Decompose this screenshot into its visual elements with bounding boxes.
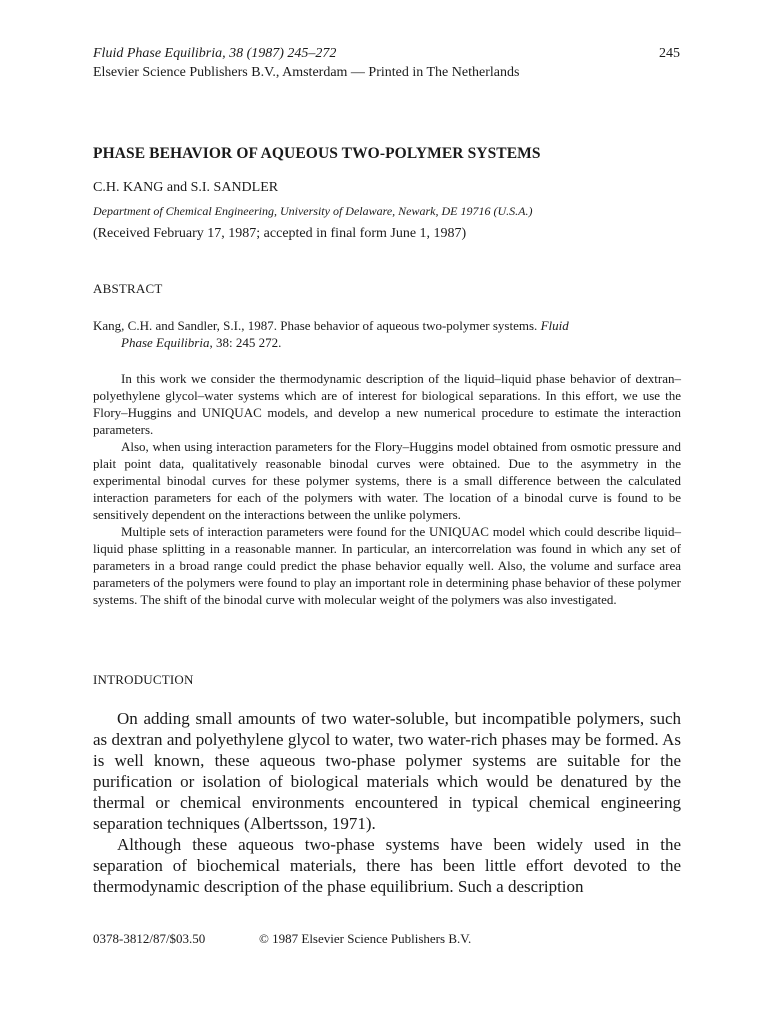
author-affiliation: Department of Chemical Engineering, University of Delaware, Newark, DE 19716 (U.S.A.) — [93, 204, 533, 218]
received-dates: (Received February 17, 1987; accepted in final form June 1, 1987) — [93, 226, 467, 241]
introduction-heading: INTRODUCTION — [93, 672, 194, 687]
abstract-paragraph: In this work we consider the thermodynamic description of the liquid–liquid phase behavior of dextran–polyethylene glycol–water systems which are of interest for biological separations. In this effort, we use the Flory–Huggins and UNIQUAC models, and develop a new numerical procedure to estimate the interaction parameters. — [93, 371, 681, 437]
publisher-line: Elsevier Science Publishers B.V., Amsterdam — Printed in The Netherlands — [93, 65, 520, 80]
abstract-heading: ABSTRACT — [93, 281, 163, 296]
citation-journal-line2: Phase Equilibria — [121, 335, 210, 350]
introduction-paragraph: On adding small amounts of two water-soluble, but incompatible polymers, such as dextran and polyethylene glycol to water, two water-rich phases may be formed. As is well known, these aqueous two-phase polymer systems are suitable for the purification or isolation of biological materials which would be denatured by the thermal or chemical environments encountered in typical chemical engineering separation techniques (Albertsson, 1971). — [93, 709, 681, 833]
abstract-paragraph: Multiple sets of interaction parameters were found for the UNIQUAC model which could describe liquid–liquid phase splitting in a reasonable manner. In particular, an intercorrelation was found in which any set of parameters in a broad range could predict the phase behavior equally well. Also, the volume and surface area parameters of the polymers were found to play an important role in determining phase behavior of these polymer systems. The shift of the binodal curve with molecular weight of the polymers was also investigated. — [93, 524, 681, 607]
page-number: 245 — [659, 46, 680, 61]
abstract-body — [93, 370, 681, 608]
article-authors: C.H. KANG and S.I. SANDLER — [93, 180, 279, 195]
abstract-citation — [93, 317, 681, 351]
copyright-notice: © 1987 Elsevier Science Publishers B.V. — [259, 931, 472, 946]
citation-suffix: , 38: 245 272. — [209, 335, 282, 350]
article-title: PHASE BEHAVIOR OF AQUEOUS TWO-POLYMER SYSTEMS — [93, 145, 541, 162]
issn-price-code: 0378-3812/87/$03.50 — [93, 931, 206, 946]
introduction-body — [93, 708, 681, 897]
citation-journal-line1: Fluid — [540, 318, 569, 333]
introduction-paragraph: Although these aqueous two-phase systems have been widely used in the separation of biochemical materials, there has been little effort devoted to the thermodynamic description of the phase equilibrium. Such a description — [93, 835, 681, 896]
journal-citation-header: Fluid Phase Equilibria, 38 (1987) 245–272 — [93, 46, 337, 61]
citation-prefix: Kang, C.H. and Sandler, S.I., 1987. Phase behavior of aqueous two-polymer systems. — [93, 318, 538, 333]
abstract-paragraph: Also, when using interaction parameters for the Flory–Huggins model obtained from osmotic pressure and plait point data, qualitatively reasonable binodal curves were obtained. Due to the asymmetry in the experimental binodal curves for these polymer systems, there is a small difference between the calculated interaction parameters for each of the polymers with water. The location of a binodal curve is found to be sensitively dependent on the interactions between the unlike polymers. — [93, 439, 681, 522]
